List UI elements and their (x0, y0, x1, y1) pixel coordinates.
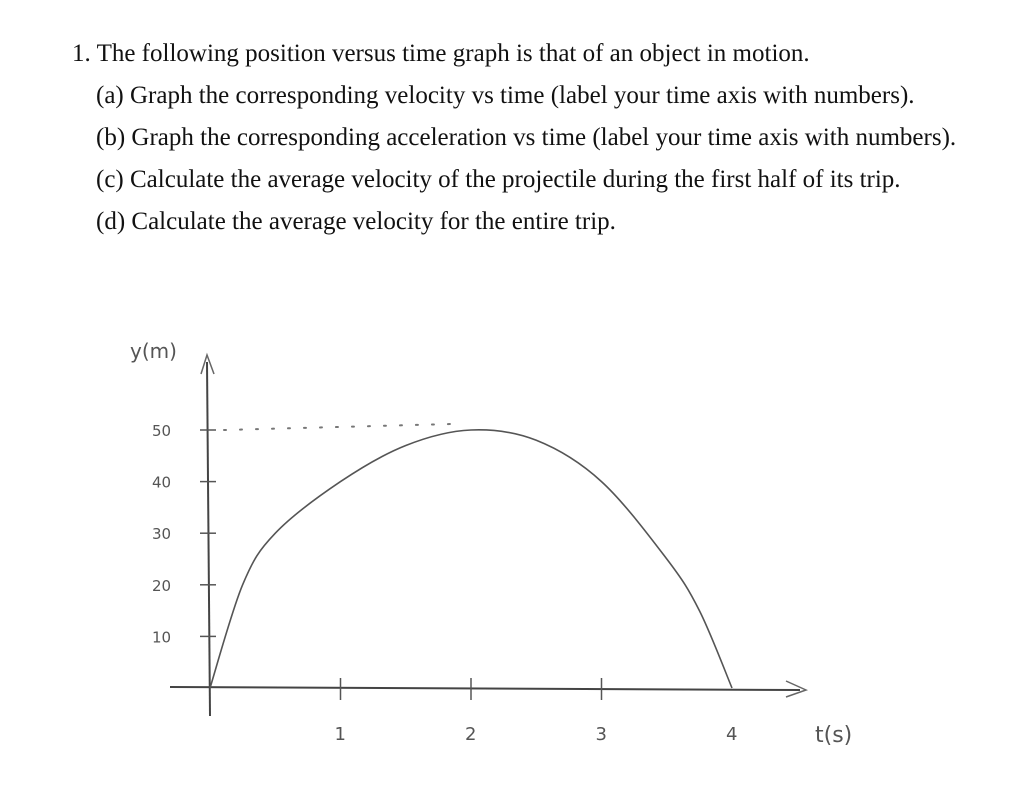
y-tick-label: 50 (152, 422, 172, 440)
x-tick-label: 2 (465, 724, 477, 745)
x-ticks (335, 678, 738, 745)
part-b (72, 122, 994, 154)
x-axis-arrow-icon (786, 681, 806, 697)
part-d-label: (d) (96, 208, 126, 235)
part-d (72, 206, 992, 238)
y-tick-label: 10 (152, 628, 172, 647)
part-a (72, 80, 992, 112)
problem-stem: The following position versus time graph is that of an object in motion. (96, 40, 810, 67)
peak-reference-line (224, 424, 451, 430)
x-tick-label: 3 (595, 724, 607, 745)
part-a-label: (a) (96, 82, 124, 109)
problem-1 (72, 38, 992, 238)
y-axis-line (207, 362, 210, 716)
problem-number: 1. (72, 40, 91, 67)
y-tick-label: 20 (152, 576, 172, 595)
y-tick-label: 40 (152, 473, 172, 492)
y-tick-label: 30 (152, 525, 172, 544)
x-axis-title: t(s) (815, 723, 853, 748)
x-axis-line (170, 687, 800, 690)
problem-stem-line (72, 38, 992, 70)
part-a-text: Graph the corresponding velocity vs time (label your time axis with numbers). (130, 82, 915, 109)
y-axis-title: y(m) (130, 339, 177, 363)
part-c (72, 164, 992, 196)
part-b-text: Graph the corresponding acceleration vs time (label your time axis with numbers). (131, 124, 957, 151)
x-tick-label: 4 (726, 724, 738, 745)
y-ticks (152, 422, 216, 646)
position-curve (210, 430, 732, 688)
part-c-label: (c) (96, 166, 124, 193)
part-c-text: Calculate the average velocity of the projectile during the first half of its trip. (130, 166, 901, 193)
part-d-text: Calculate the average velocity for the entire trip. (131, 208, 616, 235)
part-b-label: (b) (96, 124, 126, 151)
y-axis-arrow-icon (201, 355, 214, 374)
x-tick-label: 1 (334, 724, 346, 745)
